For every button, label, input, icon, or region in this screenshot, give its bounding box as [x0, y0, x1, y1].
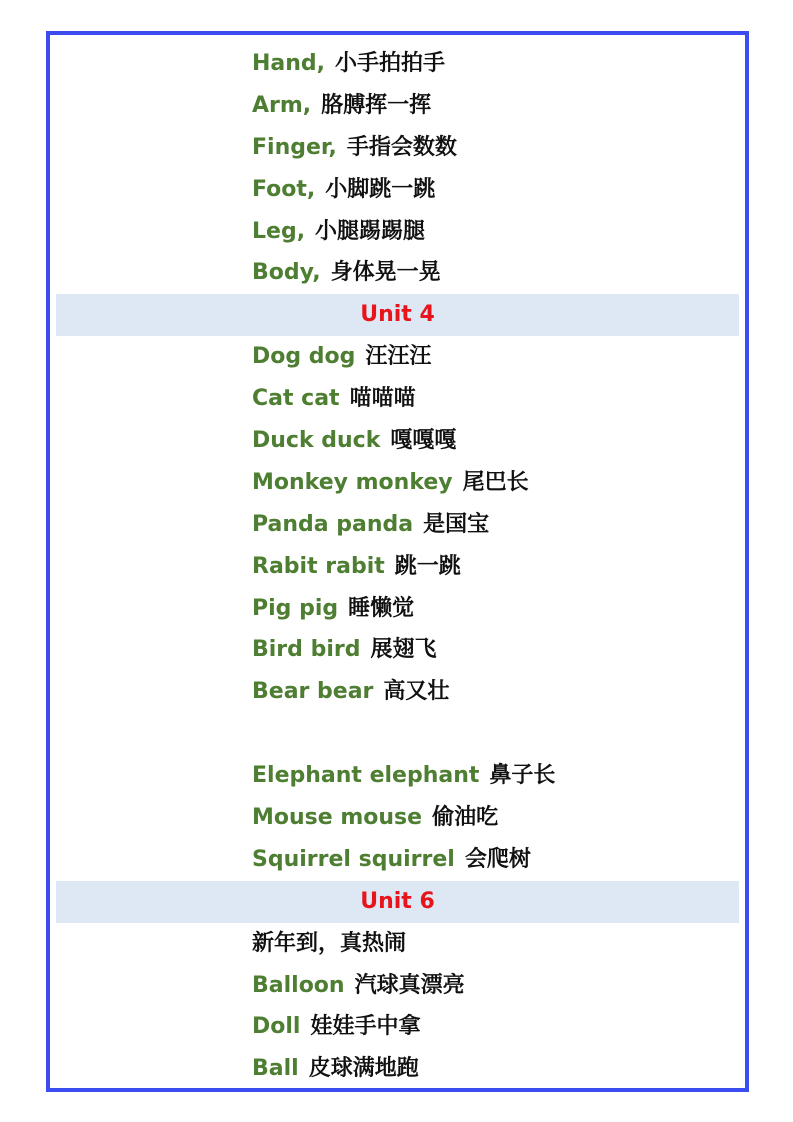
vocab-line	[50, 420, 745, 462]
chinese-rhyme: 汪汪汪	[365, 344, 432, 370]
chinese-rhyme: 手指会数数	[346, 134, 457, 160]
chinese-rhyme: 偷油吃	[432, 805, 499, 831]
vocab-line	[50, 839, 745, 881]
chinese-rhyme: 汽球真漂亮	[354, 972, 465, 998]
vocab-line	[50, 671, 745, 713]
chinese-rhyme: 小腿踢踢腿	[315, 218, 426, 244]
chinese-rhyme: 尾巴长	[462, 469, 529, 495]
english-word: Cat cat	[252, 386, 340, 412]
vocab-line	[50, 378, 745, 420]
unit-heading: Unit 4	[56, 294, 739, 336]
vocab-line	[50, 546, 745, 588]
vocab-line	[50, 211, 745, 253]
english-word: Doll	[252, 1014, 301, 1040]
english-word: Bear bear	[252, 679, 374, 705]
chinese-rhyme: 新年到，真热闹	[252, 930, 407, 956]
english-word: Pig pig	[252, 595, 339, 621]
english-word: Leg,	[252, 218, 306, 244]
page-frame	[46, 31, 749, 1092]
vocabulary-list	[50, 43, 745, 1090]
chinese-rhyme: 是国宝	[423, 511, 490, 537]
english-word: Monkey monkey	[252, 469, 453, 495]
vocab-line	[50, 923, 745, 965]
vocab-line	[50, 1048, 745, 1090]
chinese-rhyme: 鼻子长	[489, 763, 556, 789]
english-word: Dog dog	[252, 344, 356, 370]
english-word: Bird bird	[252, 637, 361, 663]
english-word: Squirrel squirrel	[252, 846, 455, 872]
chinese-rhyme: 喵喵喵	[349, 386, 416, 412]
unit-heading: Unit 6	[56, 881, 739, 923]
chinese-rhyme: 高又壮	[383, 679, 450, 705]
english-word: Balloon	[252, 972, 345, 998]
vocab-line	[50, 336, 745, 378]
chinese-rhyme: 会爬树	[464, 846, 531, 872]
chinese-rhyme: 胳膊挥一挥	[321, 92, 432, 118]
vocab-line	[50, 797, 745, 839]
chinese-rhyme: 展翅飞	[370, 637, 437, 663]
vocab-line	[50, 629, 745, 671]
chinese-rhyme: 嘎嘎嘎	[390, 428, 457, 454]
vocab-line	[50, 43, 745, 85]
english-word: Finger,	[252, 134, 337, 160]
vocab-line	[50, 1006, 745, 1048]
vocab-line	[50, 504, 745, 546]
chinese-rhyme: 身体晃一晃	[330, 260, 441, 286]
vocab-line	[50, 965, 745, 1007]
vocab-line	[50, 169, 745, 211]
blank-line	[50, 713, 745, 755]
english-word: Mouse mouse	[252, 805, 423, 831]
english-word: Hand,	[252, 51, 326, 76]
english-word: Duck duck	[252, 428, 381, 454]
english-word: Body,	[252, 260, 321, 286]
chinese-rhyme: 皮球满地跑	[308, 1056, 419, 1082]
chinese-rhyme: 娃娃手中拿	[310, 1014, 421, 1040]
vocab-line	[50, 252, 745, 294]
chinese-rhyme: 小手拍拍手	[335, 51, 446, 76]
english-word: Rabit rabit	[252, 553, 385, 579]
vocab-line	[50, 462, 745, 504]
english-word: Elephant elephant	[252, 763, 480, 789]
english-word: Panda panda	[252, 511, 414, 537]
vocab-line	[50, 127, 745, 169]
vocab-line	[50, 85, 745, 127]
english-word: Arm,	[252, 92, 312, 118]
vocab-line	[50, 588, 745, 630]
english-word: Ball	[252, 1056, 299, 1082]
vocab-line	[50, 755, 745, 797]
chinese-rhyme: 小脚跳一跳	[325, 176, 436, 202]
chinese-rhyme: 睡懒觉	[348, 595, 415, 621]
english-word: Foot,	[252, 176, 316, 202]
chinese-rhyme: 跳一跳	[394, 553, 461, 579]
